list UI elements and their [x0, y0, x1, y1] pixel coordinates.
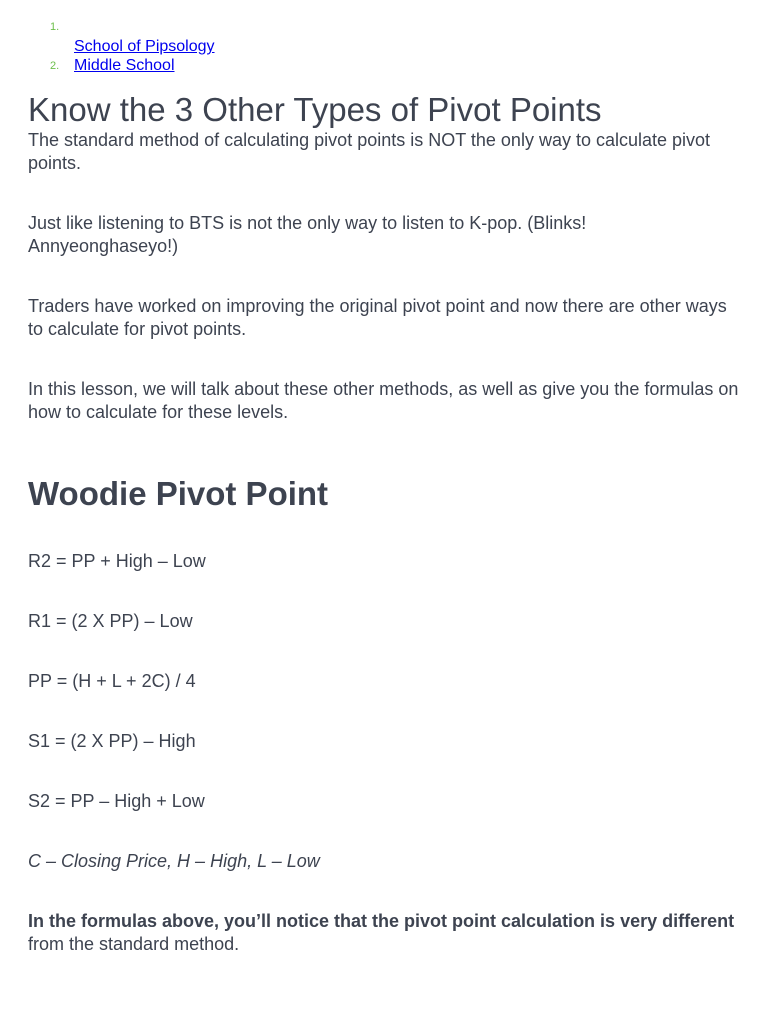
formula-s2: S2 = PP – High + Low	[28, 791, 205, 811]
paragraph: Traders have worked on improving the original pivot point and now there are other ways to calculate for pivot points.	[28, 296, 727, 339]
breadcrumb-item-middle-school	[28, 56, 740, 75]
formula-pp: PP = (H + L + 2C) / 4	[28, 671, 196, 691]
formula-r2: R2 = PP + High – Low	[28, 551, 206, 571]
note-rest-text: from the standard method.	[28, 934, 240, 954]
paragraph: Just like listening to BTS is not the only way to listen to K-pop. (Blinks! Annyeonghaseyo!)	[28, 213, 587, 256]
breadcrumb-number: 2.	[50, 60, 60, 72]
note-bold-text: In the formulas above, you’ll notice that the pivot point calculation is very different	[28, 911, 735, 931]
article	[28, 18, 740, 956]
breadcrumb-link-middle-school[interactable]: Middle School	[74, 57, 175, 74]
paragraph: The standard method of calculating pivot points is NOT the only way to calculate pivot points.	[28, 130, 711, 173]
page-title: Know the 3 Other Types of Pivot Points	[28, 91, 602, 128]
breadcrumb-number: 1.	[50, 21, 60, 33]
section-heading: Woodie Pivot Point	[28, 475, 329, 512]
breadcrumb	[28, 18, 740, 75]
formula-r1: R1 = (2 X PP) – Low	[28, 611, 193, 631]
breadcrumb-item-school-of-pipsology	[28, 18, 740, 56]
paragraph: In this lesson, we will talk about these other methods, as well as give you the formulas on how to calculate for these levels.	[28, 379, 739, 422]
formula-s1: S1 = (2 X PP) – High	[28, 731, 196, 751]
note-paragraph	[28, 910, 740, 956]
breadcrumb-link-school-of-pipsology[interactable]: School of Pipsology	[74, 38, 215, 55]
formula-legend: C – Closing Price, H – High, L – Low	[28, 851, 320, 871]
